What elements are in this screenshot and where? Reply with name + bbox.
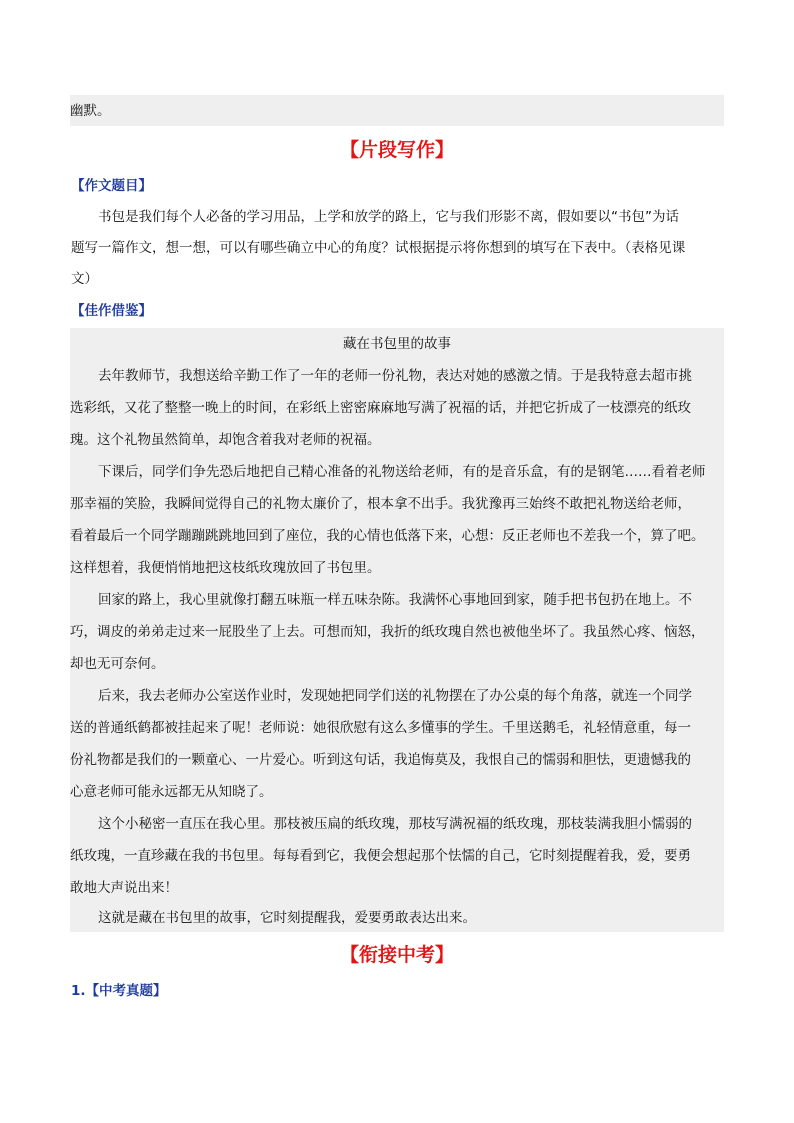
essay-line: 心意老师可能永远都无从知晓了。 [70, 784, 273, 800]
essay-line: 纸玫瑰，一直珍藏在我的书包里。每每看到它，我便会想起那个怯懦的自己，它时刻提醒着我，爱，要勇 [70, 848, 691, 864]
essay-line: 看着最后一个同学蹦蹦跳跳地回到了座位，我的心情也低落下来，心想：反正老师也不差我一个，算了吧。 [70, 528, 705, 544]
essay-line: 送的普通纸鹤都被挂起来了呢！老师说：她很欣慰有这么多懂事的学生。千里送鹅毛，礼轻情意重，每一 [70, 720, 691, 736]
exam-question-label: 1.【中考真题】 [71, 983, 167, 999]
essay-line: 这个小秘密一直压在我心里。那枝被压扁的纸玫瑰，那枝写满祝福的纸玫瑰，那枝装满我胆小懦弱的 [98, 816, 692, 832]
essay-line: 巧，调皮的弟弟走过来一屁股坐了上去。可想而知，我折的纸玫瑰自然也被他坐坏了。我虽然心疼、恼怒， [70, 624, 705, 640]
prompt-label: 【作文题目】 [71, 178, 152, 194]
essay-line: 回家的路上，我心里就像打翻五味瓶一样五味杂陈。我满怀心事地回到家，随手把书包扔在地上。不 [98, 592, 692, 608]
essay-line: 瑰。这个礼物虽然简单，却饱含着我对老师的祝福。 [70, 432, 381, 448]
essay-line: 这样想着，我便悄悄地把这枝纸玫瑰放回了书包里。 [70, 560, 381, 576]
section-heading-fragment-writing: 【片段写作】 [339, 139, 454, 161]
section-heading-exam-link: 【衔接中考】 [339, 944, 454, 966]
essay-title: 藏在书包里的故事 [343, 336, 451, 352]
model-essay-box [70, 328, 724, 932]
essay-line: 敢地大声说出来！ [70, 880, 178, 896]
top-fragment-box [70, 95, 724, 126]
essay-line: 选彩纸，又花了整整一晚上的时间，在彩纸上密密麻麻地写满了祝福的话，并把它折成了一枝漂亮的纸玫 [70, 400, 691, 416]
prompt-line-2: 题写一篇作文，想一想，可以有哪些确立中心的角度？试根据提示将你想到的填写在下表中。（表格见课 [71, 240, 686, 256]
top-fragment-text: 幽默。 [70, 103, 111, 119]
essay-line: 却也无可奈何。 [70, 656, 165, 672]
essay-line: 这就是藏在书包里的故事，它时刻提醒我，爱要勇敢表达出来。 [98, 910, 476, 926]
essay-line: 那幸福的笑脸，我瞬间觉得自己的礼物太廉价了，根本拿不出手。我犹豫再三始终不敢把礼物送给老师， [70, 496, 691, 512]
model-essay-label: 【佳作借鉴】 [71, 303, 152, 319]
essay-line: 去年教师节，我想送给辛勤工作了一年的老师一份礼物，表达对她的感激之情。于是我特意去超市挑 [98, 368, 692, 384]
essay-line: 后来，我去老师办公室送作业时，发现她把同学们送的礼物摆在了办公桌的每个角落，就连一个同学 [98, 688, 692, 704]
prompt-line-1: 书包是我们每个人必备的学习用品，上学和放学的路上，它与我们形影不离，假如要以“书包”为话 [98, 209, 679, 225]
essay-line: 下课后，同学们争先恐后地把自己精心准备的礼物送给老师，有的是音乐盒，有的是钢笔……看着老师 [98, 464, 706, 480]
prompt-line-3: 文） [71, 271, 98, 287]
essay-line: 份礼物都是我们的一颗童心、一片爱心。听到这句话，我追悔莫及，我恨自己的懦弱和胆怯，更遗憾我的 [70, 752, 691, 768]
